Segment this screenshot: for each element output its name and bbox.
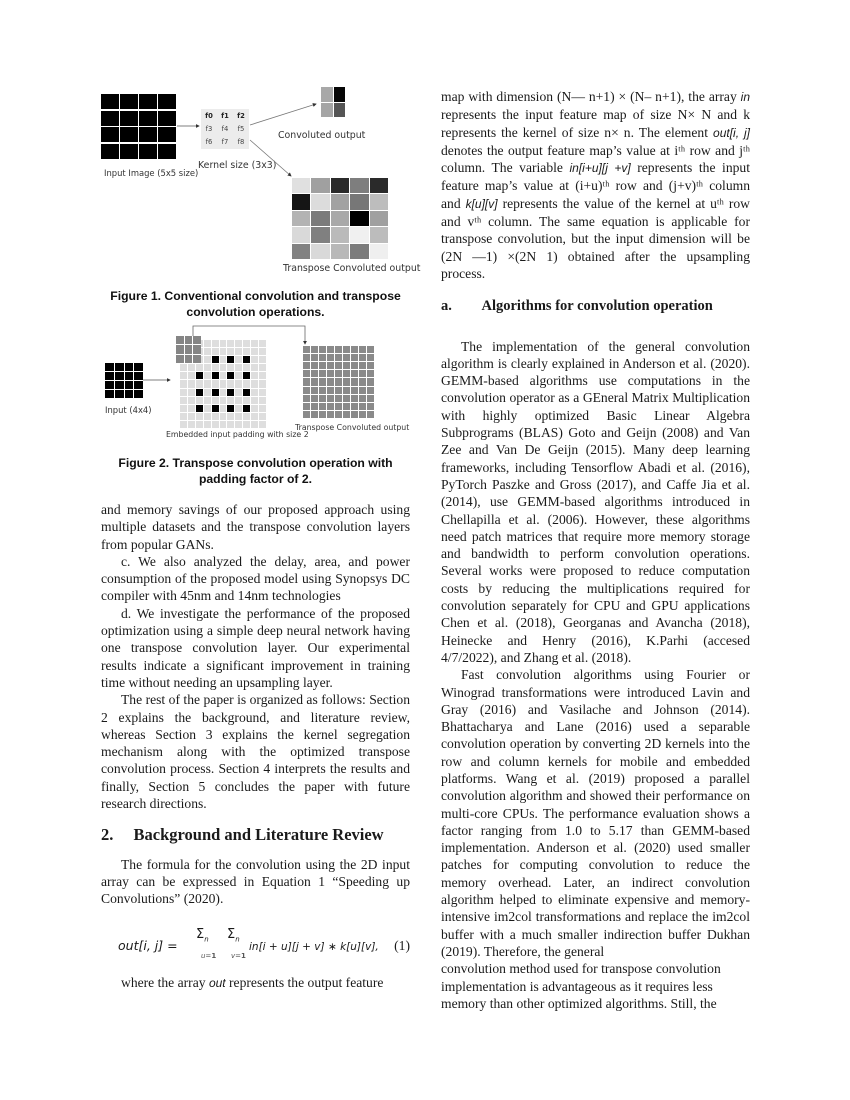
padded-cell: [243, 397, 250, 404]
section-title: Background and Literature Review: [133, 825, 384, 845]
figure2-caption: Figure 2. Transpose convolution operation with padding factor of 2.: [118, 456, 393, 486]
padded-cell: [180, 372, 187, 379]
padded-cell: [243, 389, 250, 396]
equation-number: (1): [394, 937, 410, 953]
padded-cell: [259, 372, 266, 379]
padded-cell: [227, 364, 234, 371]
padded-cell: [251, 397, 258, 404]
figure2-padding-label: Embedded input padding with size 2: [166, 430, 309, 439]
padded-cell: [180, 405, 187, 412]
output-cell: [303, 411, 310, 418]
padded-cell: [180, 421, 187, 428]
padded-cell: [235, 348, 242, 355]
output-cell: [319, 370, 326, 377]
sum-symbol-2: $\Sigma_n$: [227, 926, 240, 944]
figure1-conv-output-label: Convoluted output: [278, 130, 366, 141]
output-cell: [303, 395, 310, 402]
output-cell: [335, 370, 342, 377]
padded-cell: [204, 340, 211, 347]
kernel-cell: f8: [237, 138, 245, 147]
padded-cell: [204, 372, 211, 379]
padded-cell: [227, 413, 234, 420]
padded-cell: [196, 389, 203, 396]
padded-cell: [251, 348, 258, 355]
output-cell: [335, 346, 342, 353]
padded-cell: [235, 397, 242, 404]
subsection-title: Algorithms for convolution operation: [481, 298, 713, 315]
output-cell: [359, 378, 366, 385]
padded-cell: [235, 389, 242, 396]
padded-cell: [212, 405, 219, 412]
output-cell: [359, 354, 366, 361]
output-cell: [319, 346, 326, 353]
kernel-overlay-cell: [185, 355, 193, 363]
output-cell: [311, 346, 318, 353]
sum-index-2: v=1: [231, 951, 246, 960]
sum-index-1: u=1: [201, 951, 217, 960]
kernel-overlay-cell: [193, 336, 201, 344]
output-cell: [367, 354, 374, 361]
padded-cell: [204, 356, 211, 363]
padded-cell: [227, 421, 234, 428]
padded-cell: [220, 340, 227, 347]
padded-cell: [235, 380, 242, 387]
kernel-overlay-cell: [176, 345, 184, 353]
padded-cell: [243, 348, 250, 355]
padded-cell: [212, 380, 219, 387]
padded-cell: [251, 413, 258, 420]
padded-cell: [259, 421, 266, 428]
output-cell: [343, 370, 350, 377]
paragraph-tail: convolution method used for transpose convolution implementation is advantageous as it requires less memory than other optimized algorithms. Still, the: [441, 961, 721, 1011]
padded-cell: [243, 364, 250, 371]
output-cell: [367, 346, 374, 353]
figure2-output-grid: [303, 346, 374, 418]
output-cell: [335, 403, 342, 410]
kernel-cell: f7: [221, 138, 229, 147]
output-cell: [319, 378, 326, 385]
output-cell: [303, 362, 310, 369]
output-cell: [311, 411, 318, 418]
paragraph-fast-convolution: Fast convolution algorithms using Fourier or Winograd transformations were introduced Lavin and Gray (2016) and Vasilache and Johnson (2014). Bhattacharya and Lane (2016) used a separable convolution operation by converting 2D kernels into the row and column kernels for mobile and embedded platforms. Wang et al. (2019) proposed a parallel convolution algorithm and showed their performance on multi-core CPUs. The performance evaluation shows a factor ranging from 1.0 to 5.17 than GEMM-based implementation. Anderson et al. (2020) used smaller patches for computing convolution to reduce the memory overhead. Later, an indirect convolution algorithm helped to eliminate expensive and memory-intensive im2col transformations and replace the im2col buffer with a much smaller indirection buffer Dukhan (2019). Therefore, the general: [441, 667, 750, 959]
padded-cell: [235, 356, 242, 363]
padded-cell: [204, 421, 211, 428]
padded-cell: [259, 348, 266, 355]
paragraph-contribution-d: d. We investigate the performance of the proposed optimization using a simple deep neural network having one transpose convolution layer. Our experimental results indicate a significant improvement in training time without needing an upsampling layer.: [101, 605, 410, 690]
output-cell: [303, 346, 310, 353]
output-cell: [343, 362, 350, 369]
padded-cell: [227, 380, 234, 387]
padded-cell: [259, 380, 266, 387]
output-cell: [335, 362, 342, 369]
figure2-kernel-overlay: [176, 336, 201, 363]
output-cell: [335, 354, 342, 361]
output-cell: [303, 387, 310, 394]
output-cell: [359, 395, 366, 402]
output-cell: [351, 362, 358, 369]
padded-cell: [227, 405, 234, 412]
output-cell: [303, 354, 310, 361]
padded-cell: [196, 372, 203, 379]
padded-cell: [188, 372, 195, 379]
padded-cell: [235, 405, 242, 412]
padded-cell: [180, 389, 187, 396]
output-cell: [343, 378, 350, 385]
output-cell: [367, 387, 374, 394]
padded-cell: [204, 380, 211, 387]
figure2-output-label: Transpose Convoluted output: [295, 423, 410, 432]
output-cell: [303, 378, 310, 385]
padded-cell: [212, 356, 219, 363]
output-cell: [327, 346, 334, 353]
paragraph-contribution-c: c. We also analyzed the delay, area, and power consumption of the proposed model using Synopsys DC compiler with 45nm and 14nm technologies: [101, 553, 410, 604]
padded-cell: [227, 340, 234, 347]
equation-lhs: out[i, j] =: [118, 937, 178, 953]
padded-cell: [243, 413, 250, 420]
padded-cell: [235, 421, 242, 428]
padded-cell: [251, 340, 258, 347]
padded-cell: [243, 380, 250, 387]
output-cell: [319, 395, 326, 402]
padded-cell: [196, 380, 203, 387]
output-cell: [359, 370, 366, 377]
padded-cell: [188, 380, 195, 387]
left-column: [101, 501, 410, 992]
output-cell: [359, 387, 366, 394]
padded-cell: [251, 405, 258, 412]
padded-cell: [251, 364, 258, 371]
output-cell: [319, 411, 326, 418]
padded-cell: [220, 348, 227, 355]
kernel-cell: f1: [221, 111, 229, 120]
output-cell: [351, 403, 358, 410]
padded-cell: [220, 413, 227, 420]
padded-cell: [204, 389, 211, 396]
paragraph-organization: The rest of the paper is organized as follows: Section 2 explains the background, and literature review, whereas Section 3 explains the kernel segregation mechanism along with the optimized transpose convolution process. Section 4 interprets the results and finally, Section 5 concludes the paper with future research directions.: [101, 692, 410, 812]
padded-cell: [212, 348, 219, 355]
kernel-overlay-cell: [193, 355, 201, 363]
output-cell: [359, 411, 366, 418]
output-cell: [359, 346, 366, 353]
figure1-kernel-label: Kernel size (3x3): [198, 160, 277, 171]
subsection-heading: [441, 298, 750, 315]
output-cell: [327, 387, 334, 394]
paragraph-map: map with dimension (N— n+1) × (N– n+1), the array in represents the input feature map of size N× N and k represents the kernel of size n× n. The element out[i, j] denotes the output feature map’s value at iᵗʰ row and jᵗʰ column. The variable in[i+u][j +v] represents the input feature map’s value at (i+u)ᵗʰ row and (j+v)ᵗʰ column and k[u][v] represents the value of the kernel at uᵗʰ row and vᵗʰ column. The same equation is applicable for transpose convolution, but the input dimension will be (2N —1) ×(2N 1) obtained after the upsampling process.: [441, 89, 750, 281]
padded-cell: [251, 389, 258, 396]
output-cell: [335, 378, 342, 385]
padded-cell: [212, 340, 219, 347]
output-cell: [367, 411, 374, 418]
padded-cell: [259, 413, 266, 420]
section-heading: [101, 826, 410, 843]
output-cell: [351, 411, 358, 418]
padded-cell: [220, 364, 227, 371]
output-cell: [311, 362, 318, 369]
padded-cell: [259, 389, 266, 396]
padded-cell: [220, 389, 227, 396]
sum-symbol-1: $\Sigma_n$: [196, 926, 209, 944]
padded-cell: [220, 380, 227, 387]
output-cell: [351, 346, 358, 353]
padded-cell: [180, 397, 187, 404]
output-cell: [359, 362, 366, 369]
padded-cell: [188, 397, 195, 404]
output-cell: [327, 354, 334, 361]
padded-cell: [227, 356, 234, 363]
kernel-cell: f6: [205, 138, 213, 147]
output-cell: [335, 387, 342, 394]
output-cell: [343, 395, 350, 402]
padded-cell: [188, 421, 195, 428]
padded-cell: [212, 372, 219, 379]
padded-cell: [251, 421, 258, 428]
output-cell: [303, 370, 310, 377]
padded-cell: [196, 364, 203, 371]
paragraph-formula: The formula for the convolution using the 2D input array can be expressed in Equation 1 “Speeding up Convolutions” (2020).: [101, 856, 410, 907]
padded-cell: [227, 397, 234, 404]
padded-cell: [204, 413, 211, 420]
padded-cell: [243, 421, 250, 428]
output-cell: [327, 403, 334, 410]
output-cell: [311, 395, 318, 402]
right-column: [441, 88, 750, 1012]
padded-cell: [251, 372, 258, 379]
padded-cell: [220, 372, 227, 379]
padded-cell: [259, 340, 266, 347]
padded-cell: [196, 405, 203, 412]
padded-cell: [220, 405, 227, 412]
output-cell: [311, 354, 318, 361]
output-cell: [319, 354, 326, 361]
padded-cell: [235, 372, 242, 379]
output-cell: [319, 403, 326, 410]
padded-cell: [227, 372, 234, 379]
padded-cell: [204, 405, 211, 412]
padded-cell: [212, 413, 219, 420]
padded-cell: [188, 405, 195, 412]
paragraph-implementation: The implementation of the general convolution algorithm is clearly explained in Anderson et al. (2020). GEMM-based algorithms use computations in the convolution operator as a GEneral Matrix Multiplication with highly optimized Basic Linear Algebra Subprograms (BLAS) Goto and Geijn (2008) and Van Zee and Van De Geijn (2015). Many deep learning frameworks, including Tensorflow Abadi et al. (2016), PyTorch Paszke and Gross (2017), and Caffe Jia et al. (2014), use GEMM-based algorithms introduced in Chellapilla et al. (2006). However, these algorithms need patch matrices that require more memory storage and bandwidth to perform convolution operations. Several works were proposed to reduce computation costs by reducing the multiplications required for convolution separately for CPU and GPU applications Chen et al. (2018), Georganas and Avancha (2018), Heinecke and Henry (2016), K.Parhi (accesed 4/7/2022), and Zhang et al. (2018).: [441, 338, 750, 665]
output-cell: [367, 378, 374, 385]
padded-cell: [243, 356, 250, 363]
kernel-cell: f5: [237, 124, 245, 133]
kernel-overlay-cell: [193, 345, 201, 353]
output-cell: [335, 395, 342, 402]
output-cell: [367, 395, 374, 402]
output-cell: [335, 411, 342, 418]
padded-cell: [220, 356, 227, 363]
padded-cell: [220, 397, 227, 404]
padded-cell: [235, 340, 242, 347]
padded-cell: [188, 413, 195, 420]
paragraph: and memory savings of our proposed approach using multiple datasets and the transpose convolution layers from popular GANs.: [101, 502, 410, 552]
padded-cell: [188, 389, 195, 396]
kernel-cell: f0: [205, 111, 213, 120]
kernel-overlay-cell: [176, 336, 184, 344]
output-cell: [343, 411, 350, 418]
output-cell: [311, 403, 318, 410]
padded-cell: [212, 421, 219, 428]
padded-cell: [243, 340, 250, 347]
padded-cell: [204, 397, 211, 404]
padded-cell: [235, 364, 242, 371]
padded-cell: [188, 364, 195, 371]
output-cell: [351, 395, 358, 402]
subsection-label: a.: [441, 298, 452, 315]
padded-cell: [212, 364, 219, 371]
output-cell: [327, 411, 334, 418]
output-cell: [311, 370, 318, 377]
output-cell: [327, 378, 334, 385]
output-cell: [319, 387, 326, 394]
output-cell: [311, 387, 318, 394]
figure2-input-grid: [105, 363, 143, 398]
output-cell: [343, 354, 350, 361]
figure2-input-label: Input (4x4): [105, 405, 152, 415]
output-cell: [351, 354, 358, 361]
padded-cell: [212, 389, 219, 396]
padded-cell: [196, 397, 203, 404]
padded-cell: [235, 413, 242, 420]
output-cell: [359, 403, 366, 410]
paragraph-where: where the array out represents the output feature: [121, 974, 384, 990]
output-cell: [343, 387, 350, 394]
kernel-cell: f4: [221, 124, 229, 133]
output-cell: [343, 346, 350, 353]
output-cell: [311, 378, 318, 385]
padded-cell: [259, 397, 266, 404]
output-cell: [367, 370, 374, 377]
kernel-overlay-cell: [176, 355, 184, 363]
output-cell: [351, 387, 358, 394]
figure1-caption: Figure 1. Conventional convolution and transpose convolution operations.: [110, 289, 401, 319]
output-cell: [327, 395, 334, 402]
padded-cell: [251, 380, 258, 387]
padded-cell: [227, 389, 234, 396]
padded-cell: [259, 356, 266, 363]
figure1-input-label: Input Image (5x5 size): [104, 168, 199, 178]
figure1-transpose-output-label: Transpose Convoluted output: [283, 263, 421, 274]
padded-cell: [180, 380, 187, 387]
output-cell: [319, 362, 326, 369]
output-cell: [327, 370, 334, 377]
padded-cell: [259, 405, 266, 412]
padded-cell: [180, 364, 187, 371]
output-cell: [327, 362, 334, 369]
padded-cell: [204, 348, 211, 355]
padded-cell: [196, 413, 203, 420]
padded-cell: [220, 421, 227, 428]
equation-1: [101, 920, 410, 970]
output-cell: [367, 362, 374, 369]
padded-cell: [196, 421, 203, 428]
padded-cell: [212, 397, 219, 404]
kernel-overlay-cell: [185, 336, 193, 344]
output-cell: [351, 370, 358, 377]
kernel-cell: f3: [205, 124, 213, 133]
output-cell: [303, 403, 310, 410]
padded-cell: [259, 364, 266, 371]
output-cell: [343, 403, 350, 410]
padded-cell: [251, 356, 258, 363]
section-number: 2.: [101, 825, 114, 845]
kernel-overlay-cell: [185, 345, 193, 353]
padded-cell: [243, 372, 250, 379]
padded-cell: [204, 364, 211, 371]
kernel-cell: f2: [237, 111, 245, 120]
equation-rhs: in[i + u][j + v] ∗ k[u][v],: [249, 940, 379, 953]
padded-cell: [243, 405, 250, 412]
padded-cell: [180, 413, 187, 420]
output-cell: [367, 403, 374, 410]
output-cell: [351, 378, 358, 385]
padded-cell: [227, 348, 234, 355]
